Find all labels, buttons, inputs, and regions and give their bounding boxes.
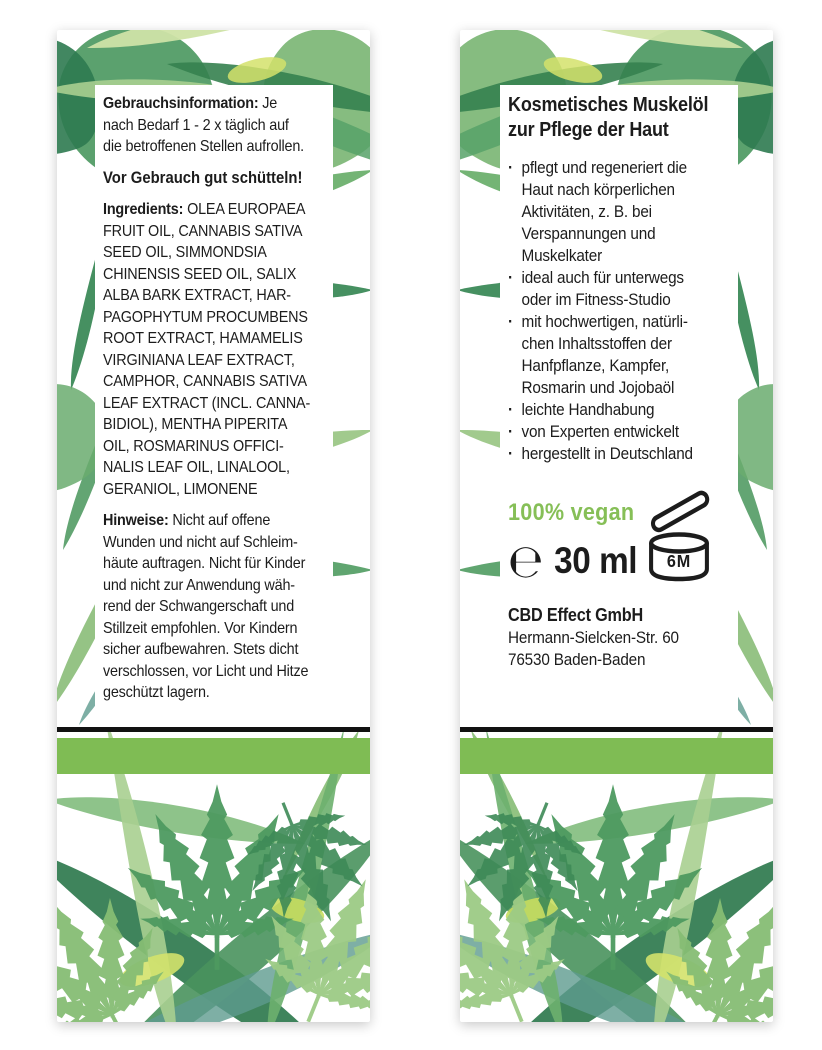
green-band (57, 738, 370, 774)
feature-item: · pflegt und regeneriert die Haut nach körperlichen Aktivitäten, z. B. bei Verspannungen und Muskelkater (508, 158, 687, 265)
warnings-block: Hinweise: Nicht auf offene Wunden und nicht auf Schleim- häute auftragen. Nicht für Kinder und nicht zur Anwendung wäh- rend der Schwangerschaft und Stillzeit empfohlen. Vor Kindern sicher aufbewahren. Stets dicht verschlossen, vor Licht und Hitze geschützt lagern. (103, 512, 309, 701)
ingredients-block: Ingredients: OLEA EUROPAEA FRUIT OIL, CANNABIS SATIVA SEED OIL, SIMMONDSIA CHINENSIS SEED OIL, SALIX ALBA BARK EXTRACT, HAR- PAGOPHYTUM PROCUMBENS ROOT EXTRACT, HAMAMELIS VIRGINIANA LEAF EXTRACT, CAMPHOR, CANNABIS SATIVA LEAF EXTRACT (INCL. CANNA- BIDIOL), MENTHA PIPERITA OIL, ROSMARINUS OFFICI- NALIS LEAF OIL, LINALOOL, GERANIOL, LIMONENE (103, 201, 311, 498)
feature-list (508, 157, 738, 465)
volume-text: 30 ml (554, 540, 638, 581)
black-divider (460, 727, 773, 732)
black-divider (57, 727, 370, 732)
feature-item: · leichte Handhabung (508, 400, 655, 419)
feature-item: · ideal auch für unterwegs oder im Fitness-Studio (508, 268, 684, 309)
bullet-dot-icon: · (508, 444, 513, 463)
bullet-dot-icon: · (508, 312, 513, 331)
product-title: Kosmetisches Muskelöl zur Pflege der Haut (508, 94, 709, 141)
company-name: CBD Effect GmbH (508, 605, 644, 625)
net-volume-row (508, 535, 738, 587)
pao-duration-label: 6M (666, 551, 692, 572)
vegan-claim: 100% vegan (508, 499, 635, 526)
estimated-sign: ℮ (508, 534, 544, 588)
company-address: Hermann-Sielcken-Str. 60 76530 Baden-Baden (508, 628, 679, 669)
green-band (460, 738, 773, 774)
front-text-area (500, 85, 738, 727)
label-panel-back (57, 30, 370, 1022)
usage-info-block: Gebrauchsinformation: Je nach Bedarf 1 - 2 x täglich auf die betroffenen Stellen aufrollen. (103, 95, 304, 155)
bullet-dot-icon: · (508, 268, 513, 287)
feature-item: · hergestellt in Deutschland (508, 444, 693, 463)
shake-note: Vor Gebrauch gut schütteln! (103, 168, 303, 187)
bullet-dot-icon: · (508, 158, 513, 177)
pao-jar-icon (643, 489, 717, 585)
back-text-area (95, 85, 333, 727)
feature-item: · von Experten entwickelt (508, 422, 679, 441)
feature-item: · mit hochwertigen, natürli- chen Inhaltsstoffen der Hanfpflanze, Kampfer, Rosmarin und Jojobaöl (508, 312, 688, 397)
bullet-dot-icon: · (508, 400, 513, 419)
label-panel-front (460, 30, 773, 1022)
bullet-dot-icon: · (508, 422, 513, 441)
manufacturer-block (508, 603, 738, 671)
